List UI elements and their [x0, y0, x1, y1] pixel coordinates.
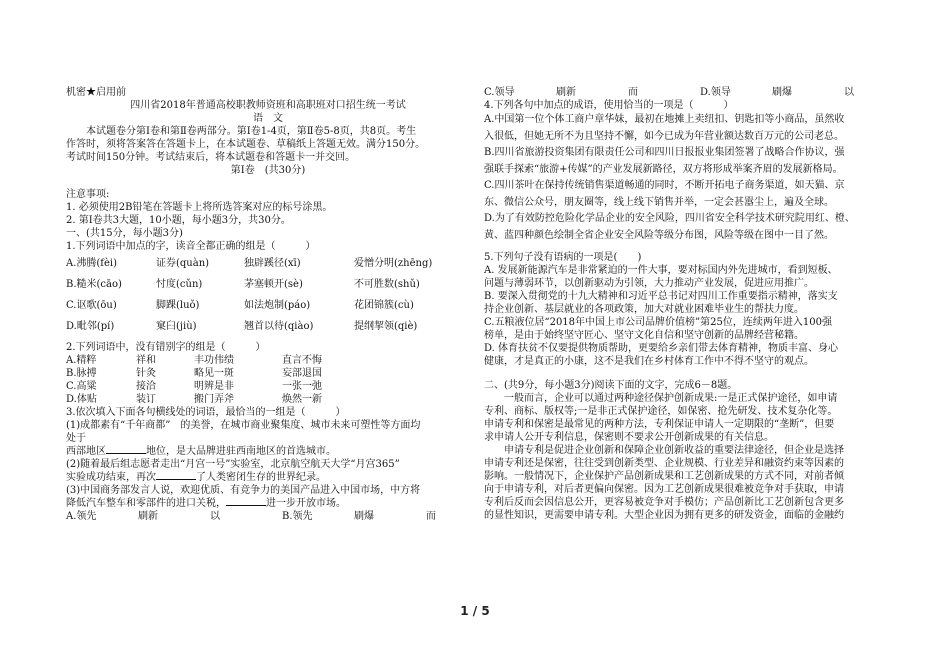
- q5-option-b-line-2: 持企业创新、基层就业的各项政策，加大对就业困难毕业生的帮扶力度。: [484, 304, 804, 315]
- intro-line-3: 考试时间150分钟。考试结束后，将本试题卷和答题卡一并交回。: [66, 152, 356, 163]
- q2-option-c: [66, 380, 470, 393]
- fill-blank: [106, 445, 146, 454]
- q3-sentence-3b: [66, 497, 470, 510]
- paragraph-line: 影响。一般情况下，企业保护产品创新成果和工艺创新成果的方式不同，对前者倾: [484, 471, 844, 482]
- option-word: 如法炮制(páo): [244, 300, 311, 311]
- option-word: 茅塞顿开(sè): [244, 279, 303, 290]
- q3-stem: 3.依次填入下面各句横线处的词语，最恰当的一组是（ ）: [66, 407, 346, 418]
- section1-title: 一、(共15分，每小题3分): [66, 228, 183, 239]
- option-word: B.糙米(cāo): [66, 279, 122, 290]
- left-column: [66, 86, 470, 523]
- q2-stem: 2.下列词语中，没有错别字的组是（ ）: [66, 342, 266, 353]
- q2-option-b: [66, 367, 470, 380]
- q4-option-b: [484, 145, 884, 178]
- option-word: 祥和: [136, 355, 156, 366]
- option-word: 脚踝(luǒ): [156, 300, 200, 311]
- q2-option-d: [66, 393, 470, 406]
- secret-mark: 机密★启用前: [66, 87, 126, 98]
- answer-word: 刷爆: [354, 511, 374, 522]
- q1-option-b: [66, 278, 470, 291]
- sentence-text: 进一步开放市场。: [266, 498, 346, 509]
- option-word: 一张一弛: [282, 381, 322, 392]
- option-word: 针灸: [136, 368, 156, 379]
- paragraph-line: 申请专利还是保密，往往受到创新类型、企业规模、行业差异和融资约束等因素的: [484, 458, 844, 469]
- option-word: 翘首以待(qiào): [244, 321, 314, 332]
- reading-paragraph-2: [484, 444, 884, 522]
- reading-paragraph-1: [484, 392, 884, 444]
- q5-option-c-line-2: 榜单，是由于始终坚守匠心、坚守文化自信和坚守创新的品牌经营秘籍。: [484, 330, 804, 341]
- q1-option-a: [66, 257, 470, 270]
- q3-sentence-1b: 处于: [66, 433, 86, 444]
- option-line: 东、微信公众号，朋友圈等，线上线下销售并举，一定会甚嚣尘上，遍及全球。: [484, 196, 834, 208]
- option-line: D.为了有效防控危险化学品企业的安全风险，四川省安全科学技术研究院用红、橙、: [484, 213, 855, 224]
- q5-option-a-line-1: A. 发展新能源汽车是非常紧迫的一件大事，要对标国内外先进城市，看到短板、: [484, 265, 838, 276]
- notes-item-1: 1. 必须使用2B铅笔在答题卡上将所选答案对应的标号涂黑。: [66, 202, 333, 213]
- sentence-text: 降低汽车整车和零部件的进口关税，: [66, 498, 226, 509]
- option-word: D.毗邻(pí): [66, 321, 115, 332]
- option-word: D.体贴: [66, 394, 97, 405]
- q1-option-d: [66, 320, 470, 333]
- section2-title: 二、(共9分，每小题3分)阅读下面的文字，完成6－8题。: [484, 380, 738, 391]
- fill-blank: [226, 497, 266, 506]
- q5-option-d-line-2: 健康，才是真正的小康，这不是我们在乡村体育工作中不得不坚守的观点。: [484, 356, 814, 367]
- option-word: 忖度(cǔn): [156, 279, 203, 290]
- right-column: [484, 86, 884, 522]
- option-word: C.讴歌(ōu): [66, 300, 117, 311]
- q5-option-d-line-1: D. 体育扶贫不仅要提供物质帮助，更要给乡亲们带去体育精神，物质丰富、身心: [484, 343, 839, 354]
- q4-stem: 4.下列各句中加点的成语，使用恰当的一项是（ ）: [484, 100, 734, 111]
- paragraph-line: 的显性知识，更需要申请专利。大型企业因为拥有更多的研发资金，面临的金融约: [484, 510, 844, 521]
- paragraph-line: 专利后反而会因信息公开，更容易被竞争对手模仿；产品创新比工艺创新包含更多: [484, 497, 844, 508]
- q3-sentence-1a: (1)成都素有“千年商都” 的美誉，在城市商业聚集度、城市未来可塑性等方面均: [66, 420, 421, 431]
- fill-blank: [156, 471, 196, 480]
- page-number: 1 / 5: [460, 604, 490, 618]
- option-word: 接洽: [136, 381, 156, 392]
- option-word: 妄部退国: [282, 368, 322, 379]
- option-word: 花团锦簇(cù): [354, 300, 414, 311]
- answer-word: 刷爆: [772, 87, 792, 98]
- option-line: 黄、蓝四种颜色绘制全省企业安全风险等级分布图，风险等级在图中一目了然。: [484, 229, 834, 241]
- subject-title: 语 文: [253, 113, 283, 124]
- sentence-text: 地位，是大品牌进驻西南地区的首选城市。: [146, 446, 336, 457]
- option-word: 略见一斑: [194, 368, 234, 379]
- intro-line-2: 作答时，须将答案答在答题卡上，在本试题卷、草稿纸上答题无效。满分150分。: [66, 139, 426, 150]
- q2-option-a: [66, 354, 470, 367]
- option-word: A.沸腾(fèi): [66, 258, 118, 269]
- q3-sentence-1c: [66, 445, 470, 458]
- q5-stem: 5.下列句子没有语病的一项是( ): [484, 252, 642, 263]
- option-word: 丰功伟绩: [194, 355, 234, 366]
- paragraph-line: 专利、商标、版权等;一是非正式保护途径，如保密、抢先研发、技术复杂化等。: [484, 406, 838, 417]
- q4-option-a: [484, 112, 884, 145]
- q3-sentence-2a: (2)随着最后组志愿者走出“月宫一号”实验室，北京航空航天大学“月宫365”: [66, 459, 400, 470]
- q3-answers-cd: [484, 86, 884, 99]
- q3-sentence-3a: (3)中国商务部发言人说，欢迎优质、有竞争力的美国产品进入中国市场，中方将: [66, 485, 421, 496]
- answer-word: 刷新: [556, 87, 576, 98]
- option-word: A.精粹: [66, 355, 97, 366]
- intro-line-1: 本试题卷分第Ⅰ卷和第Ⅱ卷两部分。第Ⅰ卷1-4页，第Ⅱ卷5-8页，共8页。考生: [86, 126, 417, 137]
- sentence-text: 西部地区: [66, 446, 106, 457]
- answer-word: 以: [844, 87, 854, 98]
- q5-option-a-line-2: 问题与薄弱环节，以创新驱动为引领，大力推动产业发展，促进应用推广。: [484, 278, 814, 289]
- paragraph-line: 求申请人公开专利信息，保密则不要求公开创新成果的有关信息。: [484, 432, 774, 443]
- notes-item-2: 2. 第Ⅰ卷共3大题，10小题，每小题3分，共30分。: [66, 215, 291, 226]
- answer-word: A.领先: [66, 511, 97, 522]
- q4-option-c: [484, 178, 884, 211]
- q5-option-b-line-1: B. 要深入贯彻党的十九大精神和习近平总书记对四川工作重要指示精神，落实支: [484, 291, 838, 302]
- option-word: 爱憎分明(zhēng): [354, 258, 433, 269]
- answer-word: 而: [426, 511, 436, 522]
- option-word: 独辟蹊径(xī): [244, 258, 301, 269]
- option-word: 窠臼(jiù): [156, 321, 197, 332]
- option-word: B.脉搏: [66, 368, 97, 379]
- answer-word: 刷新: [138, 511, 158, 522]
- q3-sentence-2b: [66, 471, 470, 484]
- paragraph-line: 一般而言，企业可以通过两种途径保护创新成果:一是正式保护途径，如申请: [504, 393, 838, 404]
- exam-title: 四川省2018年普通高校职教师资班和高职班对口招生统一考试: [130, 100, 406, 111]
- notes-title: 注意事项:: [66, 189, 110, 200]
- option-word: 直言不悔: [282, 355, 322, 366]
- part1-title: 第Ⅰ卷 (共30分): [230, 165, 306, 176]
- option-word: 搬门弄斧: [194, 394, 234, 405]
- q3-answers-ab: [66, 510, 470, 523]
- answer-word: 以: [210, 511, 220, 522]
- option-word: 提纲挈领(qiè): [354, 321, 418, 332]
- option-word: 装订: [136, 394, 156, 405]
- answer-word: 而: [628, 87, 638, 98]
- option-word: 明辨是非: [194, 381, 234, 392]
- option-line: 强联手探索“旅游+传媒”的产业发展新路径，双方将形成举案齐眉的发展新格局。: [484, 163, 843, 175]
- answer-word: D.领导: [700, 87, 731, 98]
- option-line: C.四川茶叶在保持传统销售渠道畅通的同时，不断开拓电子商务渠道，如天猫、京: [484, 180, 845, 191]
- option-line: A.中国第一位个体工商户章华妹，最初在地摊上卖纽扣、钥匙扣等小商品，虽然收: [484, 114, 845, 125]
- paragraph-line: 申请专利和保密是最常见的两种方法，专利保证申请人一定期限的“垄断”，但要: [484, 419, 835, 430]
- paragraph-line: 申请专利是促进企业创新和保障企业创新收益的重要法律途径，但企业是选择: [504, 445, 844, 456]
- paragraph-line: 向于申请专利，对后者更偏向保密。因为工艺创新成果很难被竞争对手获取，申请: [484, 484, 844, 495]
- q4-option-d: [484, 211, 884, 244]
- q5-option-c-line-1: C.五粮液位居“2018年中国上市公司品牌价值榜”第25位，连续两年进入100强: [484, 317, 832, 328]
- sentence-text: 实验成功结束，再次: [66, 472, 156, 483]
- q1-stem: 1.下列词语中加点的字，读音全都正确的组是（ ）: [66, 241, 316, 252]
- option-word: 证券(quàn): [156, 258, 210, 269]
- option-line: 入很低，但她无所不为且坚持不懈，如今已成为年营业额达数百万元的公司老总。: [484, 130, 844, 142]
- q1-option-c: [66, 299, 470, 312]
- option-line: B.四川省旅游投资集团有限责任公司和四川日报报业集团签署了战略合作协议，强: [484, 147, 845, 158]
- answer-word: C.领导: [484, 87, 515, 98]
- sentence-text: 了人类密闭生存的世界纪录。: [196, 472, 326, 483]
- answer-word: B.领先: [282, 511, 313, 522]
- option-word: 不可胜数(shǔ): [354, 279, 420, 290]
- option-word: 焕然一新: [282, 394, 322, 405]
- option-word: C.高粱: [66, 381, 97, 392]
